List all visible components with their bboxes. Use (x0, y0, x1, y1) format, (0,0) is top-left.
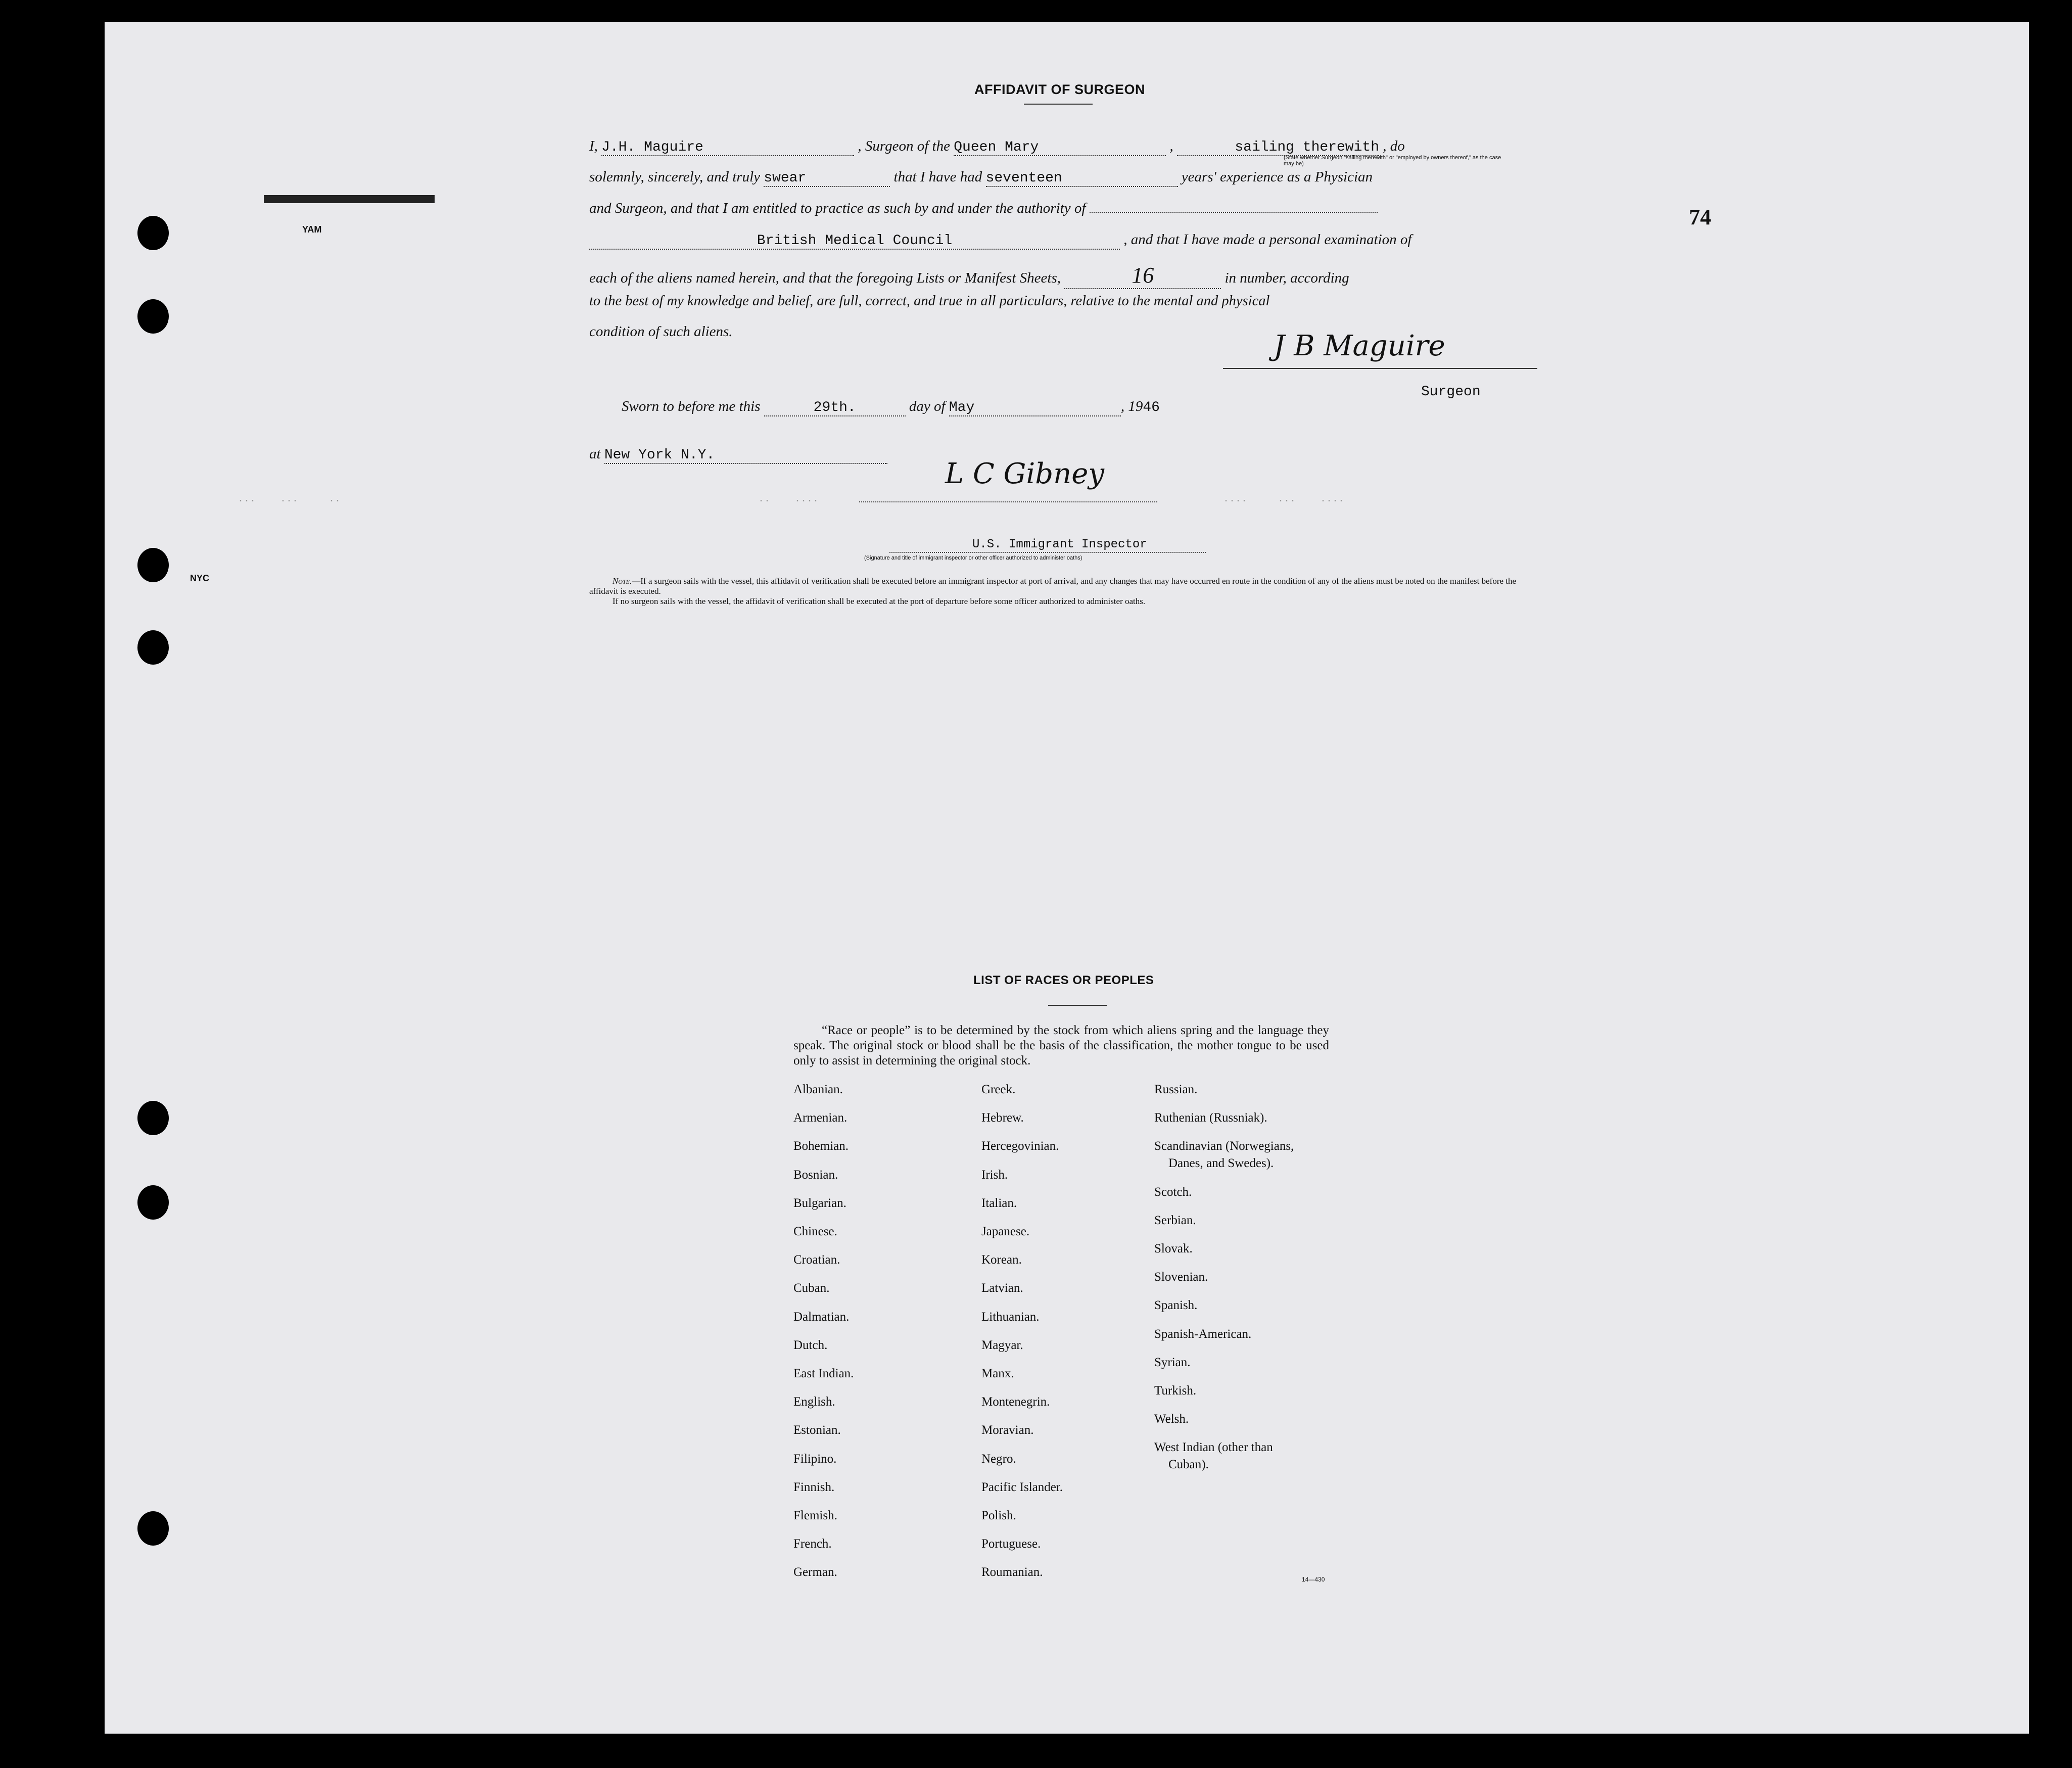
race-item: Hercegovinian. (981, 1139, 1059, 1153)
race-item: Scotch. (1154, 1185, 1192, 1199)
race-item: Welsh. (1154, 1412, 1189, 1426)
race-item: Moravian. (981, 1423, 1034, 1437)
race-item: Croatian. (793, 1253, 840, 1267)
punch-hole (137, 630, 169, 665)
race-item: Bulgarian. (793, 1196, 846, 1210)
line1-do: , do (1383, 138, 1405, 154)
sworn-day: 29th. (764, 400, 906, 416)
affidavit-line-2 (589, 169, 1373, 187)
note-1: —If a surgeon sails with the vessel, this affidavit of verification shall be executed before an immigrant inspector at port of arrival, and any changes that may have occurred en route in the condition of any of the aliens must be noted on the manifest before the affidavit is executed. (589, 576, 1517, 596)
sworn-line (622, 398, 1160, 416)
race-item: Estonian. (793, 1423, 841, 1437)
sailing-status: sailing therewith (1177, 139, 1379, 156)
punch-hole (137, 1185, 169, 1220)
race-item: Russian. (1154, 1083, 1198, 1096)
race-item: Japanese. (981, 1225, 1030, 1238)
race-item: Greek. (981, 1083, 1016, 1096)
at-prefix: at (589, 446, 601, 462)
affidavit-line-6: to the best of my knowledge and belief, are full, correct, and true in all particulars, relative to the mental and physical (589, 293, 1270, 309)
race-item: Dutch. (793, 1338, 828, 1352)
years-experience: seventeen (986, 170, 1178, 187)
race-item: German. (793, 1565, 837, 1579)
race-item: Portuguese. (981, 1537, 1041, 1551)
line2-prefix: solemnly, sincerely, and truly (589, 169, 761, 185)
officer-signature: L C Gibney (945, 457, 1104, 490)
race-item: Spanish-American. (1154, 1327, 1252, 1341)
race-item: Roumanian. (981, 1565, 1043, 1579)
affidavit-title: AFFIDAVIT OF SURGEON (974, 82, 1145, 97)
race-item: English. (793, 1395, 835, 1409)
race-item: Italian. (981, 1196, 1017, 1210)
race-item: Chinese. (793, 1225, 837, 1238)
race-item: Flemish. (793, 1509, 837, 1522)
race-item: Latvian. (981, 1281, 1023, 1295)
race-item: Manx. (981, 1367, 1014, 1380)
races-intro: “Race or people” is to be determined by the stock from which aliens spring and the language they speak. The original stock or blood shall be the basis of the classification, the mother tongue to be used only to assist in determining the original stock. (793, 1023, 1329, 1067)
races-title: LIST OF RACES OR PEOPLES (973, 973, 1154, 987)
race-item: Dalmatian. (793, 1310, 850, 1324)
punch-hole (137, 216, 169, 250)
affidavit-line-3 (589, 200, 1378, 217)
officer-caption-rule (889, 552, 1206, 553)
licensing-authority: British Medical Council (589, 233, 1120, 250)
affidavit-line-4 (589, 231, 1412, 250)
surgeon-name: J.H. Maguire (601, 139, 854, 156)
affidavit-line-5 (589, 262, 1349, 289)
oath-type: swear (764, 170, 890, 187)
sheet-count: 16 (1064, 262, 1221, 289)
race-item: West Indian (other than (1154, 1440, 1273, 1455)
sworn-month: May (949, 400, 1121, 416)
bleed-through-marks: ·· ···· (758, 495, 819, 507)
race-item: Scandinavian (Norwegians, (1154, 1139, 1294, 1153)
line5-suffix: in number, according (1225, 270, 1349, 286)
margin-stamp: YAM (302, 224, 322, 235)
officer-title: U.S. Immigrant Inspector (972, 538, 1147, 551)
punch-hole (137, 1101, 169, 1135)
redaction-bar (264, 195, 435, 203)
sworn-year: 46 (1143, 400, 1160, 415)
race-item: Spanish. (1154, 1298, 1198, 1313)
race-item: Albanian. (793, 1083, 843, 1096)
bleed-through-marks: ··· ··· ·· (238, 495, 341, 507)
page-number: 74 (1689, 205, 1711, 229)
race-item: Cuban. (793, 1281, 830, 1295)
surgeon-signature: J B Maguire (1274, 330, 1445, 362)
sailing-note: (State whether Surgeon "sailing therewith" or "employed by owners thereof," as the case may be) (1284, 155, 1501, 167)
race-item: French. (793, 1537, 832, 1551)
affidavit-line-1: I, J.H. Maguire , Surgeon of the Queen Mary , sailing therewith , do (589, 138, 1405, 155)
sworn-year-prefix: , 19 (1120, 398, 1143, 414)
race-item: Irish. (981, 1168, 1008, 1182)
sworn-place: New York N.Y. (604, 447, 887, 464)
races-title-rule (1048, 1005, 1107, 1006)
affidavit-note (589, 576, 1539, 607)
race-item: Slovenian. (1154, 1270, 1208, 1284)
affidavit-line-7: condition of such aliens. (589, 323, 733, 340)
line4-suffix: , and that I have made a personal examination of (1123, 231, 1412, 248)
race-item: Cuban). (1168, 1458, 1209, 1472)
race-item: Serbian. (1154, 1213, 1196, 1227)
punch-hole (137, 1511, 169, 1546)
surgeon-signature-line (1223, 368, 1537, 369)
punch-hole (137, 299, 169, 334)
race-item: Bosnian. (793, 1168, 838, 1182)
form-number: 14—430 (1302, 1576, 1325, 1583)
line1-prefix: I, (589, 138, 598, 154)
title-rule (1024, 104, 1093, 105)
race-item: Bohemian. (793, 1139, 849, 1153)
note-2: If no surgeon sails with the vessel, the affidavit of verification shall be executed at the port of departure before some officer authorized to administer oaths. (613, 596, 1146, 606)
sworn-day-of: day of (909, 398, 946, 414)
race-item: Turkish. (1154, 1384, 1197, 1398)
race-item: Magyar. (981, 1338, 1023, 1352)
line2-suffix: years' experience as a Physician (1181, 169, 1373, 185)
line3-text: and Surgeon, and that I am entitled to practice as such by and under the authority of (589, 200, 1086, 216)
race-item: Filipino. (793, 1452, 837, 1466)
at-line (589, 446, 887, 464)
ship-name: Queen Mary (954, 139, 1166, 156)
race-item: Danes, and Swedes). (1168, 1156, 1274, 1171)
sworn-prefix: Sworn to before me this (622, 398, 761, 414)
race-item: Ruthenian (Russniak). (1154, 1111, 1267, 1125)
line2-mid: that I have had (893, 169, 982, 185)
surgeon-label: Surgeon (1421, 384, 1481, 400)
bleed-through-marks: ···· ··· ···· (1223, 495, 1345, 507)
officer-caption: (Signature and title of immigrant inspector or other officer authorized to administer oaths) (864, 555, 1082, 561)
race-item: Korean. (981, 1253, 1022, 1267)
race-item: East Indian. (793, 1367, 854, 1380)
punch-hole (137, 548, 169, 582)
race-item: Pacific Islander. (981, 1480, 1063, 1494)
race-item: Negro. (981, 1452, 1016, 1466)
officer-signature-line (859, 501, 1157, 502)
line1-surgeon-of: , Surgeon of the (858, 138, 950, 154)
race-item: Syrian. (1154, 1355, 1191, 1369)
race-item: Montenegrin. (981, 1395, 1050, 1409)
race-item: Slovak. (1154, 1242, 1193, 1255)
line5-prefix: each of the aliens named herein, and that the foregoing Lists or Manifest Sheets, (589, 270, 1061, 286)
race-item: Hebrew. (981, 1111, 1024, 1125)
race-item: Armenian. (793, 1111, 847, 1125)
race-item: Polish. (981, 1509, 1016, 1522)
margin-stamp: NYC (190, 573, 210, 583)
note-label: Note. (613, 576, 632, 586)
race-item: Finnish. (793, 1480, 835, 1494)
race-item: Lithuanian. (981, 1310, 1040, 1324)
